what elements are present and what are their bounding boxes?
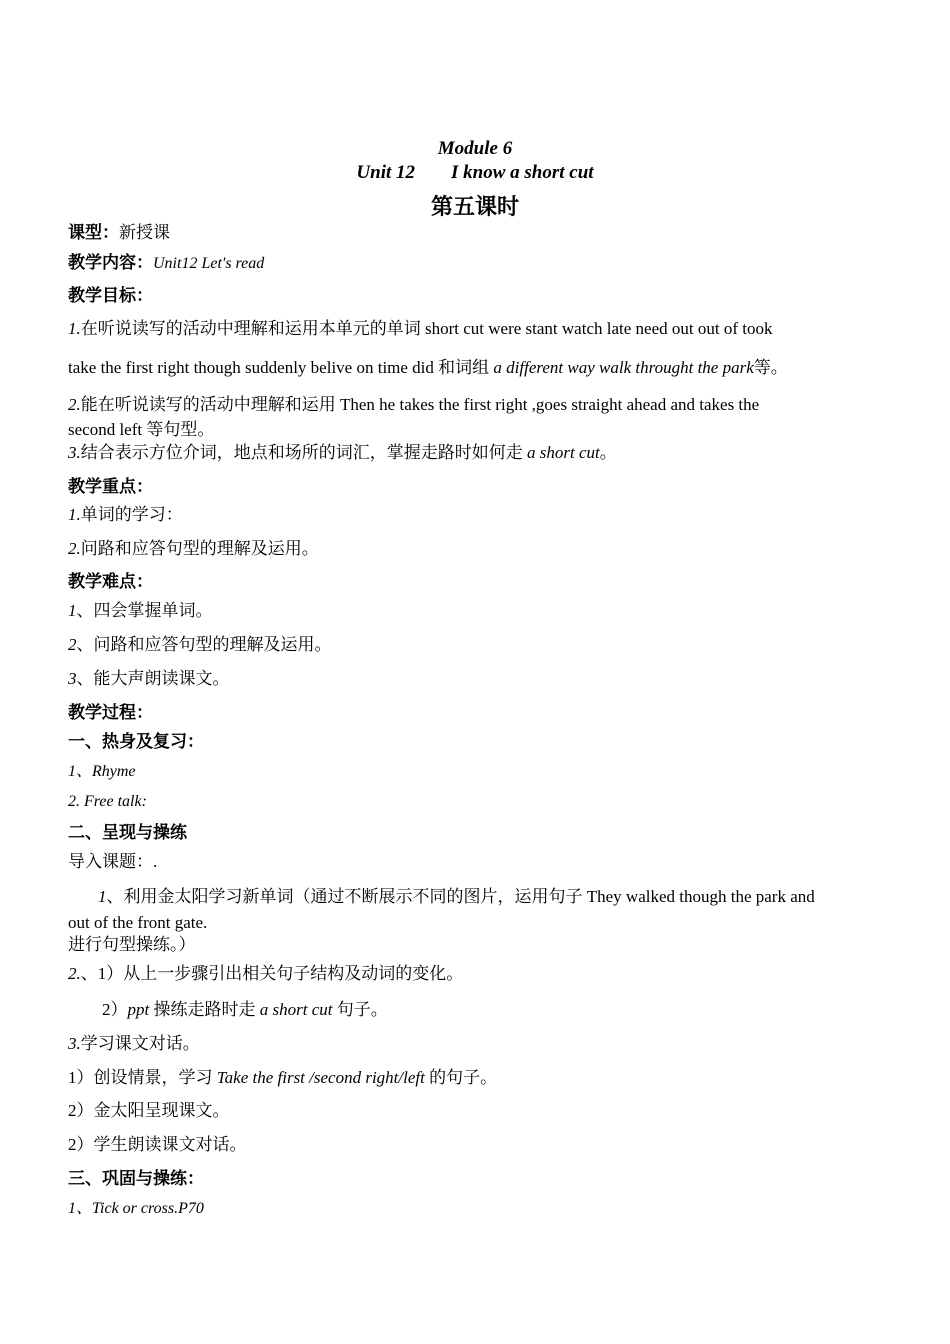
objective-2-line-1: 2.能在听说读写的活动中理解和运用 Then he takes the first right ,goes straight ahead and takes the (68, 395, 760, 414)
key-points-heading: 教学重点： (68, 477, 153, 496)
difficulty-3: 3、能大声朗读课文。 (68, 669, 230, 688)
objective-1-line-1: 1.在听说读写的活动中理解和运用本单元的单词 short cut were stant watch late need out out of took (68, 319, 773, 338)
key-point-1: 1.单词的学习： (68, 505, 183, 524)
unit-title (0, 162, 950, 184)
section-1-heading: 一、热身及复习： (68, 732, 204, 751)
objective-1-line-2: take the first right though suddenly belive on time did 和词组 a different way walk throught the park等。 (68, 358, 788, 377)
presentation-3: 2）ppt 操练走路时走 a short cut 句子。 (102, 1000, 388, 1019)
content-value: Unit12 Let's read (153, 255, 265, 272)
objective-3: 3.结合表示方位介词，地点和场所的词汇，掌握走路时如何走 a short cut。 (68, 443, 617, 462)
difficulty-2: 2、问路和应答句型的理解及运用。 (68, 635, 332, 654)
module-title: Module 6 (437, 138, 513, 159)
presentation-5: 1）创设情景，学习 Take the first /second right/left 的句子。 (68, 1068, 498, 1087)
type-value: 新授课 (119, 223, 170, 242)
section-2-heading: 二、呈现与操练 (68, 823, 187, 842)
objective-2-line-2: second left 等句型。 (68, 420, 215, 439)
section-3-item-1: 1、Tick or cross.P70 (68, 1200, 204, 1217)
lesson-content (68, 252, 264, 275)
content-label: 教学内容： (68, 253, 153, 272)
section-3-heading: 三、巩固与操练： (68, 1169, 204, 1188)
presentation-7: 2）学生朗读课文对话。 (68, 1135, 247, 1154)
intro-line: 导入课题：. (68, 852, 158, 871)
presentation-2: 2.、1）从上一步骤引出相关句子结构及动词的变化。 (68, 964, 464, 983)
objectives-heading: 教学目标： (68, 286, 153, 305)
difficulty-1: 1、四会掌握单词。 (68, 601, 213, 620)
key-point-2: 2.问路和应答句型的理解及运用。 (68, 539, 319, 558)
type-label: 课型： (68, 223, 119, 242)
presentation-1-line-2: out of the front gate. (68, 913, 208, 932)
presentation-1-line-1: 1、利用金太阳学习新单词（通过不断展示不同的图片，运用句子 They walked though the park and (98, 887, 815, 906)
lesson-title: 第五课时 (430, 194, 519, 219)
unit-name: I know a short cut (451, 162, 594, 183)
section-1-item-1: 1、Rhyme (68, 763, 136, 780)
presentation-6: 2）金太阳呈现课文。 (68, 1101, 230, 1120)
unit-number: Unit 12 (356, 162, 416, 183)
process-heading: 教学过程： (68, 703, 153, 722)
lesson-type (68, 222, 170, 244)
presentation-1-line-3: 进行句型操练。） (68, 935, 196, 954)
difficulties-heading: 教学难点： (68, 572, 153, 591)
section-1-item-2: 2. Free talk: (68, 793, 147, 810)
presentation-4: 3.学习课文对话。 (68, 1034, 200, 1053)
